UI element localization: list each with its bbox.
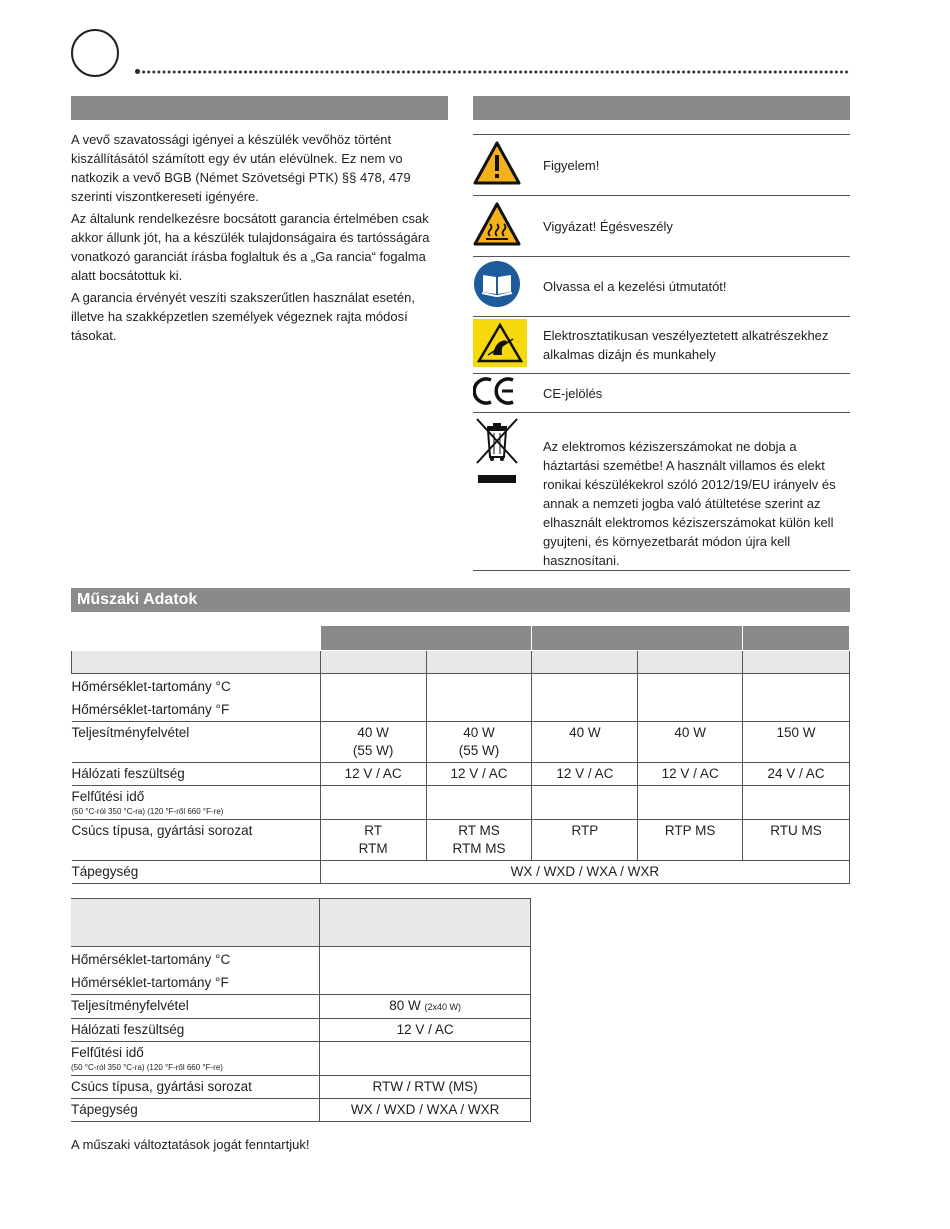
power-value: (55 W)	[352, 743, 394, 758]
symbol-text: Elektrosztatikusan veszélyeztetett alkatrészekhez alkalmas dizájn és munkahely	[543, 317, 850, 374]
power-label: Teljesítményfelvétel	[71, 995, 320, 1019]
symbol-text: Olvassa el a kezelési útmutatót!	[543, 257, 850, 317]
psu-value: WX / WXD / WXA / WXR	[320, 861, 849, 884]
power-value: 40 W	[638, 722, 743, 763]
weee-bin-icon	[473, 417, 521, 487]
heatup-label: Felfűtési idő	[71, 1045, 144, 1060]
temp-c-label: Hőmérséklet-tartomány °C	[71, 952, 231, 967]
power-value: 40 W	[463, 725, 495, 740]
symbols-header-bar	[473, 96, 850, 120]
tech-header-bar	[71, 588, 850, 612]
power-value: 150 W	[743, 722, 850, 763]
tip-value: RTU MS	[743, 820, 850, 861]
voltage-label: Hálózati feszültség	[72, 763, 321, 786]
symbol-text: Az elektromos kéziszerszámokat ne dobja a háztartási szemétbe! A használt villamos és elekt ronikai készülékekrol szóló 2012/19/EU irányelv és annak a nemzeti jogba való átültetése szerint az elhasznált elektromos kéziszerszámokat külön kell gyujteni, és környezetbarát módon újra kell hasznosítani.	[543, 413, 850, 571]
tip-value: RTM	[358, 841, 388, 856]
table-row	[72, 763, 850, 786]
symbols-title	[473, 99, 479, 116]
table-row	[71, 1099, 531, 1122]
symbol-row	[473, 135, 850, 196]
voltage-value: 12 V / AC	[638, 763, 743, 786]
power-value: 40 W	[532, 722, 638, 763]
table-row	[72, 861, 850, 884]
tip-value: RTM MS	[452, 841, 506, 856]
voltage-value: 12 V / AC	[320, 1019, 531, 1042]
heatup-label: Felfűtési idő	[71, 789, 145, 804]
heatup-note: (50 °C-ról 350 °C-ra) (120 °F-ről 660 °F-re)	[71, 1063, 223, 1072]
symbol-row	[473, 374, 850, 413]
table-row	[72, 674, 850, 722]
table-row	[71, 1042, 531, 1076]
power-note: (2x40 W)	[424, 1002, 462, 1012]
hot-surface-icon	[473, 202, 521, 246]
esd-icon	[473, 319, 527, 367]
temp-c-label: Hőmérséklet-tartomány °C	[71, 679, 231, 694]
read-manual-icon	[473, 260, 521, 308]
tip-value: RT	[364, 823, 383, 838]
voltage-label: Hálózati feszültség	[71, 1019, 320, 1042]
tech-title: Műszaki Adatok	[77, 591, 198, 608]
table-row	[72, 786, 850, 820]
table-row	[72, 722, 850, 763]
warning-triangle-icon	[473, 141, 521, 185]
symbol-row	[473, 196, 850, 257]
table-row	[71, 1076, 531, 1099]
spec-table-2-header	[71, 899, 531, 947]
psu-label: Tápegység	[72, 861, 321, 884]
voltage-value: 24 V / AC	[743, 763, 850, 786]
tip-label: Csúcs típusa, gyártási sorozat	[72, 820, 321, 861]
symbol-row	[473, 413, 850, 571]
tip-value: RTP MS	[638, 820, 743, 861]
voltage-value: 12 V / AC	[532, 763, 638, 786]
table-row	[71, 1019, 531, 1042]
spec-table-1	[71, 626, 850, 884]
power-value: (55 W)	[458, 743, 500, 758]
symbol-row	[473, 257, 850, 317]
symbols-table	[473, 134, 850, 571]
symbol-text: Vigyázat! Égésveszély	[543, 196, 850, 257]
tip-label: Csúcs típusa, gyártási sorozat	[71, 1076, 320, 1099]
table-row	[72, 820, 850, 861]
tip-value: RTW / RTW (MS)	[320, 1076, 531, 1099]
power-value: 40 W	[357, 725, 389, 740]
table-row	[71, 947, 531, 995]
warranty-title	[71, 99, 77, 116]
header-dotted-rule	[136, 69, 850, 75]
temp-f-label: Hőmérséklet-tartomány °F	[71, 702, 230, 717]
footnote: A műszaki változtatások jogát fenntartjuk!	[71, 1137, 310, 1152]
symbol-row	[473, 317, 850, 374]
warranty-paragraph-1: A vevő szavatossági igényei a készülék vevőhöz történt kiszállításától számított egy év után elévülnek. Ez nem vo natkozik a vevő BGB (Német Szövetségi PTK) §§ 478, 479 szerinti viszontkereseti igényére.	[71, 132, 411, 204]
power-value: 80 W	[389, 998, 421, 1013]
spec-table-1-subheader	[72, 651, 850, 674]
warranty-paragraph-2: Az általunk rendelkezésre bocsátott garancia értelmében csak akkor állunk jót, ha a készülék tulajdonságaira és tartósságára vonatkozó garanciát írásba foglaltuk és a „Ga rancia“ fogalma alatt bocsátottuk ki.	[71, 211, 430, 283]
psu-label: Tápegység	[71, 1099, 320, 1122]
symbol-text: CE-jelölés	[543, 374, 850, 413]
spec-table-2	[71, 898, 531, 1122]
heatup-note: (50 °C-ról 350 °C-ra) (120 °F-ről 660 °F-re)	[71, 807, 224, 816]
warranty-paragraph-3: A garancia érvényét veszíti szakszerűtlen használat esetén, illetve ha szakképzetlen személyek végeznek rajta módosí tásokat.	[71, 290, 415, 343]
psu-value: WX / WXD / WXA / WXR	[320, 1099, 531, 1122]
spec-table-1-header	[72, 626, 850, 651]
tip-value: RTP	[532, 820, 638, 861]
tip-value: RT MS	[458, 823, 500, 838]
ce-mark-icon	[473, 376, 519, 406]
table-row	[71, 995, 531, 1019]
voltage-value: 12 V / AC	[426, 763, 532, 786]
power-label: Teljesítményfelvétel	[72, 722, 321, 763]
temp-f-label: Hőmérséklet-tartomány °F	[71, 975, 229, 990]
voltage-value: 12 V / AC	[320, 763, 426, 786]
symbol-text: Figyelem!	[543, 135, 850, 196]
page-marker-circle	[71, 29, 119, 77]
warranty-header-bar	[71, 96, 448, 120]
